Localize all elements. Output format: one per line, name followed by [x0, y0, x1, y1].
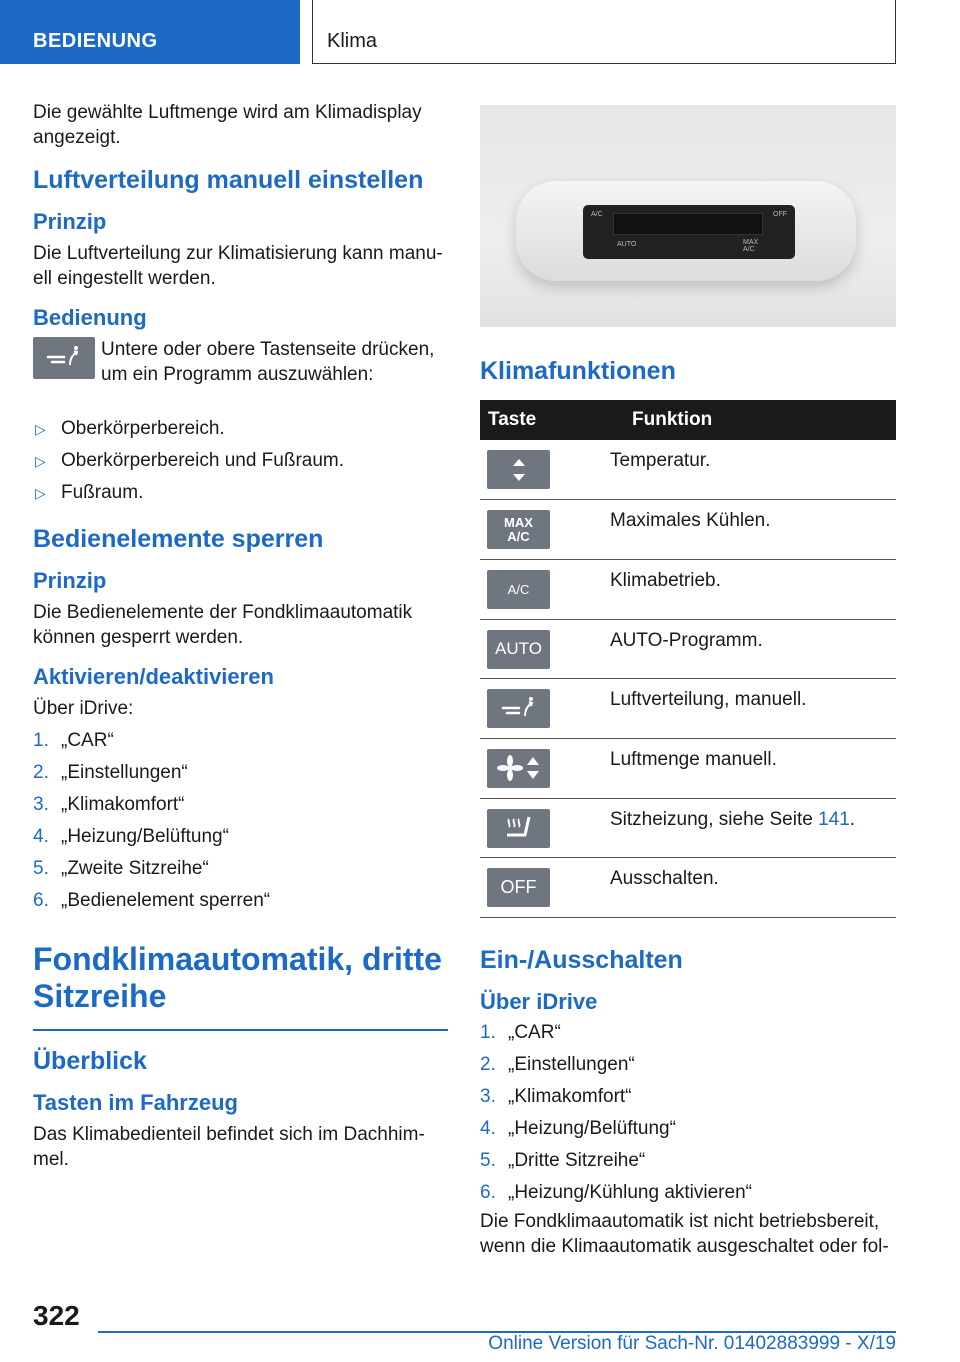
- prinzip-2-text: Die Bedienelemente der Fondklimaautomatik können gesperrt werden.: [33, 602, 413, 648]
- heading-rule: [33, 1029, 448, 1031]
- list-item: 6. „Heizung/Kühlung aktivieren“: [480, 1182, 752, 1203]
- heading-climate-functions: Klimafunktionen: [480, 357, 676, 385]
- heading-on-off: Ein-/Ausschalten: [480, 946, 683, 974]
- page-number: 322: [33, 1300, 80, 1331]
- panel-ac-label: A/C: [591, 211, 603, 218]
- heading-prinzip-2: Prinzip: [33, 568, 107, 593]
- bedienung-text: Untere oder obere Tastenseite drücken, um ein Programm auszuwählen:: [101, 339, 435, 385]
- heading-manual-distribution: Luftverteilung manuell einstellen: [33, 166, 424, 194]
- fan-arrows-icon: [487, 749, 550, 788]
- steps-list: [33, 725, 448, 917]
- panel-auto-label: AUTO: [617, 241, 637, 248]
- intro-text: Die gewählte Luftmenge wird am Klimadisplay angezeigt.: [33, 102, 422, 148]
- panel-off-label: OFF: [773, 211, 787, 218]
- heading-idrive: Über iDrive: [480, 989, 598, 1014]
- list-item: 3. „Klimakomfort“: [480, 1086, 632, 1107]
- final-text: Die Fondklimaautomatik ist nicht betriebsbereit, wenn die Klimaautomatik ausgeschaltet oder fol-: [480, 1211, 889, 1257]
- list-item: 6. „Bedienelement sperren“: [33, 890, 271, 911]
- list-item: 4. „Heizung/Belüftung“: [33, 826, 229, 847]
- roof-control-panel-photo: [480, 105, 896, 327]
- list-item: 5. „Zweite Sitzreihe“: [33, 858, 209, 879]
- function-text: Klimabetrieb.: [610, 559, 896, 619]
- page-link[interactable]: 141: [818, 808, 850, 830]
- column-header-key: Taste: [480, 400, 610, 440]
- heading-overview: Überblick: [33, 1047, 147, 1075]
- list-item: 4. „Heizung/Belüftung“: [480, 1118, 676, 1139]
- right-column: [480, 105, 896, 1267]
- functions-table: [480, 400, 896, 918]
- heading-bedienung: Bedienung: [33, 305, 147, 330]
- list-item: 1. „CAR“: [480, 1022, 561, 1043]
- function-text: Luftverteilung, manuell.: [610, 679, 896, 739]
- list-item: ▷ Oberkörperbereich und Fußraum.: [33, 445, 448, 477]
- table-row: [480, 679, 896, 739]
- table-row: [480, 440, 896, 500]
- table-row: [480, 738, 896, 798]
- table-row: [480, 858, 896, 918]
- temperature-arrows-icon: [487, 450, 550, 489]
- idrive-label: Über iDrive:: [33, 698, 134, 719]
- function-text: Sitzheizung, siehe Seite 141.: [610, 798, 896, 858]
- max-ac-icon: MAX A/C: [487, 510, 550, 549]
- function-text: AUTO-Programm.: [610, 619, 896, 679]
- table-row: [480, 500, 896, 560]
- list-item: 2. „Einstellungen“: [33, 762, 188, 783]
- chapter-title: Klima: [312, 0, 896, 64]
- auto-icon: AUTO: [487, 630, 550, 669]
- table-row: [480, 559, 896, 619]
- function-text: Luftmenge manuell.: [610, 738, 896, 798]
- list-item: 5. „Dritte Sitzreihe“: [480, 1150, 646, 1171]
- heading-third-row-climate: Fondklimaautomatik, dritte Sitzreihe: [33, 941, 442, 1014]
- triangle-bullet-icon: ▷: [35, 453, 46, 469]
- list-item: 1. „CAR“: [33, 730, 114, 751]
- steps-list-right: [480, 1017, 896, 1209]
- footer-online-version: Online Version für Sach-Nr. 01402883999 - X/19: [488, 1333, 896, 1354]
- distribution-options-list: [33, 413, 448, 509]
- left-column: [33, 100, 448, 1180]
- heading-lock-controls: Bedienelemente sperren: [33, 525, 324, 553]
- list-item: 2. „Einstellungen“: [480, 1054, 635, 1075]
- ac-icon: A/C: [487, 570, 550, 609]
- panel-max-label: MAX A/C: [743, 239, 759, 253]
- triangle-bullet-icon: ▷: [35, 421, 46, 437]
- off-icon: OFF: [487, 868, 550, 907]
- function-text: Ausschalten.: [610, 858, 896, 918]
- climate-control-panel: [583, 205, 795, 259]
- heading-activate: Aktivieren/deaktivieren: [33, 664, 274, 689]
- heading-prinzip: Prinzip: [33, 209, 107, 234]
- seat-heating-icon: [487, 809, 550, 848]
- buttons-text: Das Klimabedienteil befindet sich im Dachhim- mel.: [33, 1124, 425, 1170]
- list-item: ▷ Oberkörperbereich.: [33, 413, 448, 445]
- list-item: 3. „Klimakomfort“: [33, 794, 185, 815]
- column-header-function: Funktion: [610, 400, 896, 440]
- table-row: [480, 619, 896, 679]
- triangle-bullet-icon: ▷: [35, 485, 46, 501]
- prinzip-text: Die Luftverteilung zur Klimatisierung kann manu- ell eingestellt werden.: [33, 243, 443, 289]
- heading-buttons: Tasten im Fahrzeug: [33, 1090, 238, 1115]
- section-tab: BEDIENUNG: [0, 0, 300, 64]
- function-text: Temperatur.: [610, 440, 896, 500]
- air-distribution-icon: [487, 689, 550, 728]
- table-header-row: [480, 400, 896, 440]
- list-item: ▷ Fußraum.: [33, 477, 448, 509]
- function-text: Maximales Kühlen.: [610, 500, 896, 560]
- table-row: [480, 798, 896, 858]
- air-distribution-icon: [33, 337, 95, 379]
- panel-display: [613, 213, 763, 235]
